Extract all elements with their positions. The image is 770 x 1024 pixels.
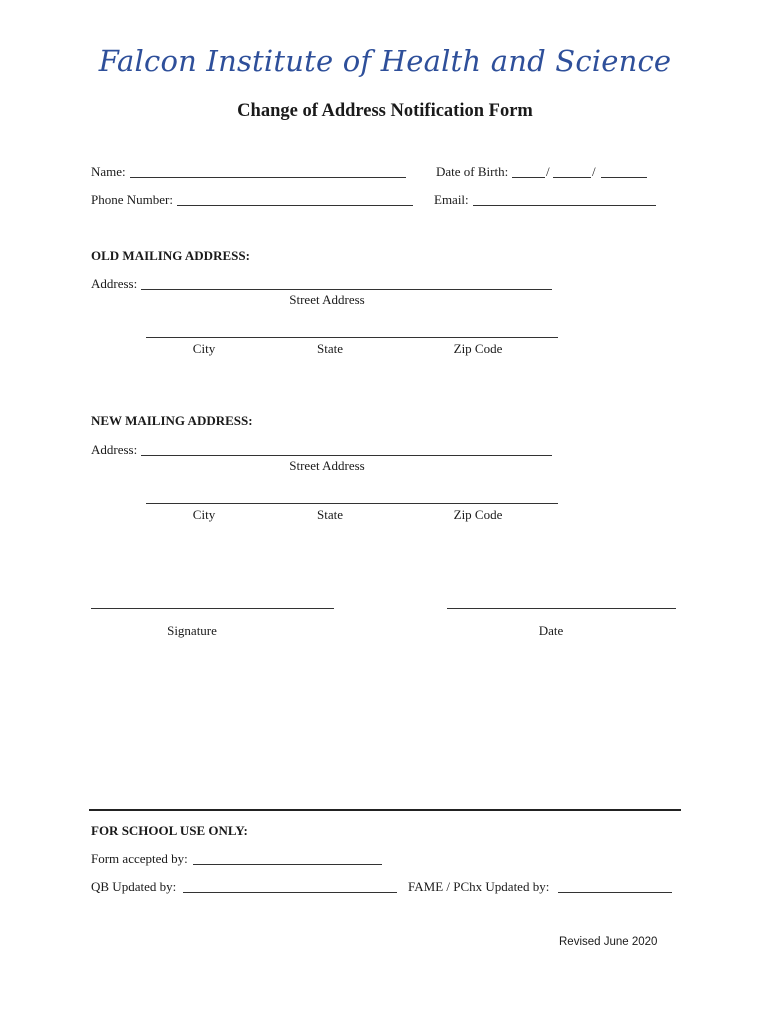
form-accepted-label: Form accepted by: <box>91 851 188 866</box>
dob-separator: / <box>592 164 596 179</box>
old-street-caption: Street Address <box>289 292 365 307</box>
signature-date-field[interactable] <box>447 608 676 609</box>
form-title: Change of Address Notification Form <box>237 101 533 121</box>
new-city-caption: City <box>192 507 216 522</box>
qb-updated-label: QB Updated by: <box>91 879 177 894</box>
email-label: Email: <box>434 192 469 207</box>
new-street-field[interactable] <box>141 455 552 456</box>
institution-title: Falcon Institute of Health and Science <box>98 44 672 78</box>
old-zip-caption: Zip Code <box>453 341 503 356</box>
fame-updated-field[interactable] <box>558 892 672 893</box>
name-field[interactable] <box>130 177 406 178</box>
qb-updated-field[interactable] <box>183 892 397 893</box>
phone-label: Phone Number: <box>91 192 173 207</box>
old-address-label: Address: <box>91 276 138 291</box>
dob-month-field[interactable] <box>512 177 545 178</box>
revision-note: Revised June 2020 <box>559 936 658 948</box>
new-state-caption: State <box>317 507 343 522</box>
school-use-heading: FOR SCHOOL USE ONLY: <box>91 823 248 838</box>
date-caption: Date <box>538 623 564 638</box>
signature-caption: Signature <box>167 623 217 638</box>
fame-updated-label: FAME / PChx Updated by: <box>408 879 550 894</box>
dob-day-field[interactable] <box>553 177 591 178</box>
dob-year-field[interactable] <box>601 177 647 178</box>
signature-field[interactable] <box>91 608 334 609</box>
new-city-state-zip-field[interactable] <box>146 503 558 504</box>
old-city-caption: City <box>192 341 216 356</box>
phone-field[interactable] <box>177 205 413 206</box>
new-address-label: Address: <box>91 442 138 457</box>
new-address-heading: NEW MAILING ADDRESS: <box>91 413 253 428</box>
name-label: Name: <box>91 164 126 179</box>
old-state-caption: State <box>317 341 343 356</box>
section-divider <box>89 809 681 811</box>
old-street-field[interactable] <box>141 289 552 290</box>
old-address-heading: OLD MAILING ADDRESS: <box>91 248 250 263</box>
dob-label: Date of Birth: <box>436 164 509 179</box>
email-field[interactable] <box>473 205 656 206</box>
new-zip-caption: Zip Code <box>453 507 503 522</box>
dob-separator: / <box>546 164 550 179</box>
new-street-caption: Street Address <box>289 458 365 473</box>
form-accepted-field[interactable] <box>193 864 382 865</box>
old-city-state-zip-field[interactable] <box>146 337 558 338</box>
